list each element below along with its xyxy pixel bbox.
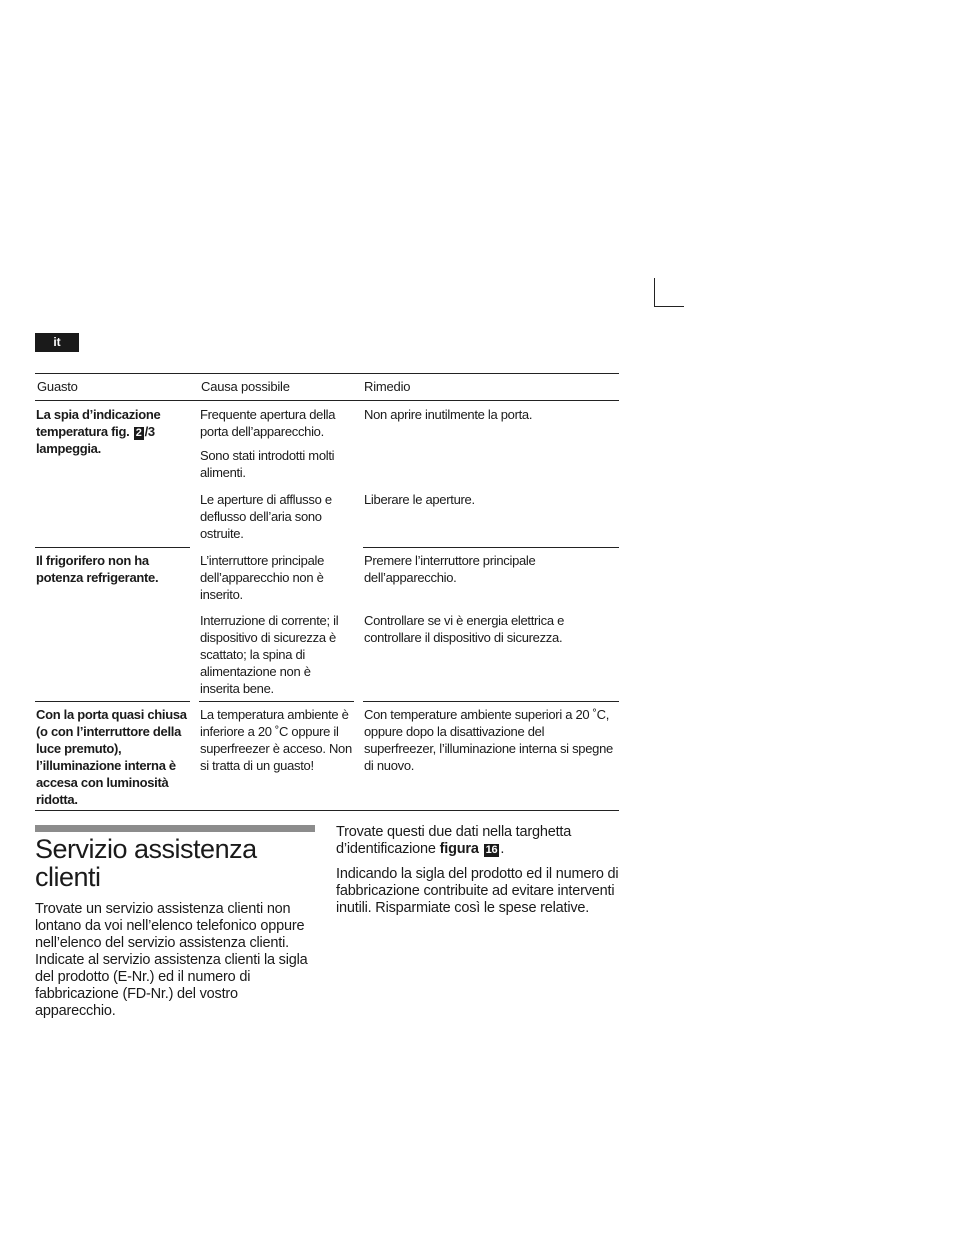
header-bottom-rule	[35, 400, 619, 401]
row1-cause2: Sono stati introdotti molti alimenti.	[200, 448, 335, 480]
row3-cause: La temperatura ambiente è inferiore a 20 ˚C oppure il superfreezer è acceso. Non si tratta di un guasto!	[200, 707, 352, 773]
row2-fault: Il frigorifero non ha potenza refrigerante.	[36, 553, 159, 585]
row2-remedy1: Premere l’interruttore principale dell’apparecchio.	[364, 553, 536, 585]
row1-fault-text: La spia d’indicazione temperatura fig.	[36, 407, 161, 439]
crop-mark	[654, 278, 684, 307]
row3-fault: Con la porta quasi chiusa (o con l’interruttore della luce premuto), l’illuminazione interna è accesa con luminosità ridotta.	[36, 707, 187, 807]
period: .	[500, 841, 505, 857]
section-bar	[35, 825, 315, 832]
section-heading: Servizio assistenza clienti	[35, 834, 257, 892]
figure-word: figura	[439, 841, 479, 857]
row-rule	[199, 701, 354, 702]
right-paragraph-1-text: Trovate questi due dati nella targhetta d’identificazione	[336, 824, 572, 857]
header-fault: Guasto	[37, 379, 78, 394]
row1-fault	[36, 406, 186, 457]
row-rule	[363, 701, 619, 702]
right-paragraph-1	[336, 824, 620, 858]
row2-cause2: Interruzione di corrente; il dispositivo di sicurezza è scattato; la spina di alimentazione non è inserita bene.	[200, 613, 339, 696]
language-badge: it	[35, 333, 79, 352]
row1-remedy1: Non aprire inutilmente la porta.	[364, 407, 533, 422]
table-top-rule	[35, 373, 619, 374]
row-rule	[35, 547, 190, 548]
row1-cause3: Le aperture di afflusso e deflusso dell’aria sono ostruite.	[200, 492, 332, 541]
row-rule	[35, 701, 190, 702]
figure-number: 16	[485, 844, 498, 856]
row-rule	[363, 547, 619, 548]
table-bottom-rule	[35, 810, 619, 811]
figure-number: 2	[135, 427, 142, 439]
row2-cause1: L’interruttore principale dell’apparecchio non è inserito.	[200, 553, 325, 602]
service-body-text: Trovate un servizio assistenza clienti non lontano da voi nell’elenco telefonico oppure nell’elenco del servizio assistenza clienti. Indicate al servizio assistenza clienti la sigla del prodotto (E‑Nr.) ed il numero di fabbricazione (FD‑Nr.) del vostro apparecchio.	[35, 901, 308, 1019]
header-cause: Causa possibile	[201, 379, 290, 394]
header-remedy: Rimedio	[364, 379, 411, 394]
row2-remedy2: Controllare se vi è energia elettrica e controllare il dispositivo di sicurezza.	[364, 613, 565, 645]
row1-remedy3: Liberare le aperture.	[364, 492, 475, 507]
row1-cause1: Frequente apertura della porta dell’apparecchio.	[200, 407, 336, 439]
row3-remedy: Con temperature ambiente superiori a 20 ˚C, oppure dopo la disattivazione del superfreezer, l’illuminazione interna si spegne di nuovo.	[364, 707, 613, 773]
right-paragraph-2: Indicando la sigla del prodotto ed il numero di fabbricazione contribuite ad evitare interventi inutili. Risparmiate così le spese relative.	[336, 866, 619, 916]
row1-fault-text-end: /3 lampeggia.	[36, 424, 155, 456]
